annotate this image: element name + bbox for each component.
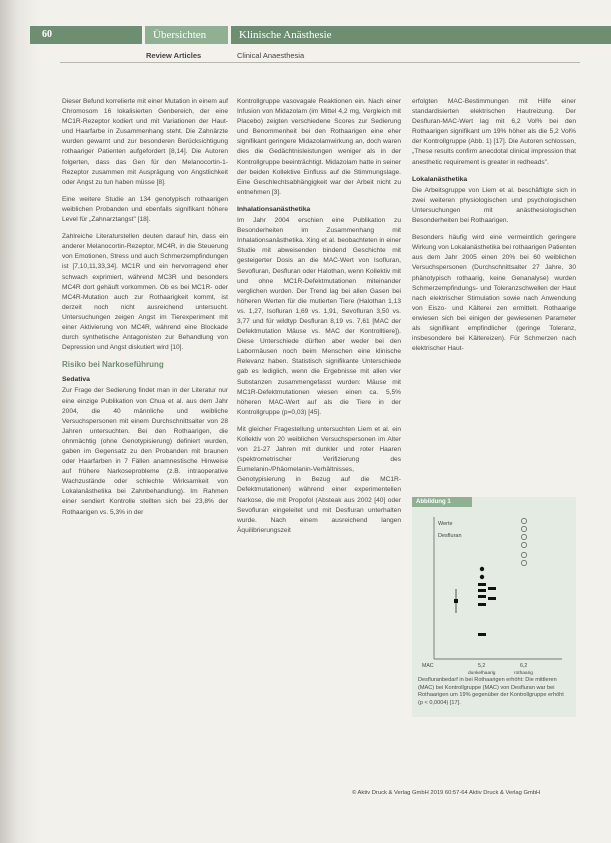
y-axis-label: Desfluran <box>438 533 462 539</box>
paragraph: Dieser Befund korrelierte mit einer Mutation in einem auf Chromosom 16 lokalisierten Genbereich, der eine MC1R-Rezeptor kodiert und mit Variationen der Haut- und Haarfarbe in Zusammenhang steht. Die Zahnärzte wurden gewarnt und zur besonderen Berücksichtigung rothaariger Patienten aufgefordert [8,14]. Die Autoren folgerten, dass das Gen für den Melanocortin-1-Rezeptor zusammen mit Ausprägung von Angstlichkeit oder Angst zu tun haben müsse [8]. <box>62 98 228 186</box>
data-point <box>478 603 486 606</box>
data-point <box>521 526 526 531</box>
paragraph: Eine weitere Studie an 134 genotypisch rothaarigen weiblichen Probanden und ebenfalls signifikant höhere Level für „Zahnarztangst" [18]. <box>62 195 228 224</box>
topic-label: Klinische Anästhesie <box>231 26 611 44</box>
data-point <box>478 595 486 598</box>
paragraph: erfolgten MAC-Bestimmungen mit Hilfe einer standardisierten elektrischen Hautreizung. Der Desfluran-MAC-Wert lag mit 6,2 Vol% bei den Rothaarigen signifikant um 19% höher als die 5,2 Vol% der Kontrollgruppe (Abb. 1) [17]. Die Autoren schlossen, „These results confirm anecdotal clinical impression that anesthetic requirement is greater in redheads". <box>412 98 576 166</box>
text-column-3 <box>412 97 576 361</box>
data-point <box>521 542 526 547</box>
x-sub-label: dunkelhaarig <box>468 671 496 676</box>
data-point <box>521 560 526 565</box>
paragraph: Im Jahr 2004 erschien eine Publikation zu Besonderheiten im Zusammenhang mit Inhalationsanästhetika. Xing et al. beobachteten in einer Studie mit abweisenden bindend Geschichte mit gesteigerter Dosis an die MAC-Wert von Isofluran, Sevofluran, Desfluran oder Halothan, wenn Kollektiv mit und ohne MC1R-Defektmutationen miteinander verglichen wurden. Der Trend lag bei allen Gasen bei höheren Werten für die mutierten Tiere (Halothan 1,13 vs. 1,27, Isofluran 1,69 vs. 1,91, Sevofluran 3,50 vs. 3,77 und für wildtyp Desfluran 8,19 vs. 7,61 [MAC der Defektmutation Mäuse vs. MAC der Kontrolltiere]). Diese Unterschiede dürften aber weder bei den Labormäusen noch beim Menschen eine klinische Relevanz haben. Statistisch signifikante Unterschiede gab es lediglich, wenn die Ergebnisse mit allen vier Substanzen zusammengefasst wurden: Mäuse mit MC1R-Defektmutationen wiesen einen ca. 5,5% höheren MAC-Wert auf als die Tiere in der Kontrollgruppe (p=0,03) [45]. <box>237 217 401 416</box>
text-column-1 <box>62 97 228 525</box>
paragraph: Kontrollgruppe vasovagale Reaktionen ein. Nach einer Infusion von Midazolam (im Mittel 4,2 mg, Vergleich mit Placebo) zeigten verschiedene Scores zur Sedierung und Benommenheit bei den Rothaarigen eine eher signifikant geringere Midazolamwirkung an, doch waren dies die Gedächtnisleistungen weniger als in der Kontrollgruppe beeinträchtigt. Midazolam hatte in seiner der beiden Kollektive Einfluss auf die Stimmungslage. Eine Geschlechtsabhängigkeit war der Arbeit nicht zu entnehmen [3]. <box>237 98 401 196</box>
data-point <box>488 597 496 600</box>
y-label-top: Werte <box>438 521 453 527</box>
data-points-red <box>478 567 496 636</box>
data-points-open <box>521 518 526 565</box>
data-point <box>521 518 526 523</box>
figure-caption: Desfluranbedarf in bei Rothaarigen erhöht: Die mittleren (MAC) bei Kontrollgruppe (MAC) von Desfluran war bei Rothaarigen um 19% gegenüber der Kontrollgruppe erhöht (p < 0,0004) [17]. <box>418 677 564 706</box>
figure-chart <box>412 509 576 677</box>
subsection-heading: Lokalanästhetika <box>412 175 468 183</box>
data-point <box>480 575 484 579</box>
page-number: 60 <box>30 26 142 44</box>
x-tick-label: 5,2 <box>478 663 486 669</box>
figure-box <box>412 497 576 717</box>
data-point <box>478 583 486 586</box>
paragraph: Die Arbeitsgruppe von Liem et al. beschäftigte sich in zwei weiteren physiologischen und psychologischen Untersuchungen mit anästhesiologischen Besonderheiten bei Rothaarigen. <box>412 186 576 225</box>
data-point <box>478 589 486 592</box>
paragraph: Zur Frage der Sedierung findet man in der Literatur nur eine einzige Publikation von Chua et al. aus dem Jahr 2004, die 40 männliche und weibliche Versuchspersonen mit einem Durchschnittsalter von 28 Jahren untersuchten. Bei den Rothaarigen, die ohnmächtig (ohne Genotypisierung) definiert wurden, gaben im Gegensatz zu den Probanden mit braunen oder Haarfarben in 7 Fällen anamnestische Hinweise auf frühere Narkoseprobleme (z.B. intraoperative Wachzustände oder schlechte Wirksamkeit von Lokalanästhetika bei Zahnbehandlung). Im Rahmen einer sendiert Kontrolle stellten sich bei 23,8% der Rothaarigen vs. 5,3% in der <box>62 387 228 516</box>
text-column-2 <box>237 97 401 543</box>
section-label: Übersichten <box>145 26 228 44</box>
x-tick-label: MAC <box>422 663 434 669</box>
clinical-anaesthesia-label: Clinical Anaesthesia <box>237 51 305 60</box>
subsection-heading: Sedativa <box>62 376 90 384</box>
review-articles-label: Review Articles <box>146 51 202 60</box>
header-divider <box>60 62 580 63</box>
data-point <box>521 534 526 539</box>
paragraph: Zahlreiche Literaturstellen deuten darauf hin, dass ein anderer Melanocortin-Rezeptor, MC4R, in die Steuerung von Emotionen, Stress und auch Schmerzempfindungen ist [7,10,11,33,34]. MC1R und ein hervorragend eher schwach exprimiert, während MC3R und besonders MC4R dort gehäuft vorkommen. Ob es bei MC1R- oder MC4R-Mutation auch zur Rothaarigkeit kommt, ist derzeit noch nicht ausreichend untersucht. Untersuchungen zeigen Angst im Tierexperiment mit einer Aktivierung von MC4R, während eine Blockade durch synthetische Antagonisten zur Behandlung von Depression und Angst diskutiert wird [10]. <box>62 233 228 352</box>
section-heading: Risiko bei Narkoseführung <box>62 360 164 370</box>
data-point <box>521 552 526 557</box>
data-point <box>480 567 484 571</box>
paragraph: Mit gleicher Fragestellung untersuchten Liem et al. ein Kollektiv von 20 weiblichen Versuchspersonen im Alter von 21-27 Jahren mit dunkler und roter Haaren (spektrometrischer Verifizierung des Eumelanin-/Phäomelanin-Verhältnisses, Genotypisierung in Bezug auf die MC1R-Defektmutationen) während einer experimentellen Narkose, die mit Propofol (Absteak aus 2002 [40] oder Sevofluran eingeleitet und mit Desfluran unterhalten wurde. Nach einem ausreichend langen Äquilibrierungszeit <box>237 425 401 534</box>
x-sub-label: rothaarig <box>514 671 533 676</box>
subsection-heading: Inhalationsanästhetika <box>237 205 311 213</box>
x-tick-label: 6,2 <box>520 663 528 669</box>
page-header <box>0 26 611 44</box>
paragraph: Besonders häufig wird eine vermeintlich geringere Wirkung von Lokalanästhetika bei rothaarigen Patienten aus dem Jahr 2005 einen 20% bei 60 weiblichen Versuchspersonen (Durchschnittsalter 27 Jahre, 30 phänotypisch rothaarig, keine Genanalyse) wurden Schmerzempfindungs- und Toleranzschwellen der Haut nach elektrischer Stimulation sowie nach Anwendung von Eiszo- und Kälterei zen ermittelt. Rothaarige erwiesen sich bei einigen der gewiesenen Parameter als signifikant empfindlicher (geringe Toleranz, insbesondere bei Kältereizen). Für Schmerzen nach elektrischer Haut- <box>412 234 576 353</box>
data-point <box>488 587 496 590</box>
data-point <box>478 633 486 636</box>
page-footer: © Aktiv Druck & Verlag GmbH 2019 60:57-64 Aktiv Druck & Verlag GmbH <box>352 790 541 796</box>
figure-label: Abbildung 1 <box>412 497 472 507</box>
